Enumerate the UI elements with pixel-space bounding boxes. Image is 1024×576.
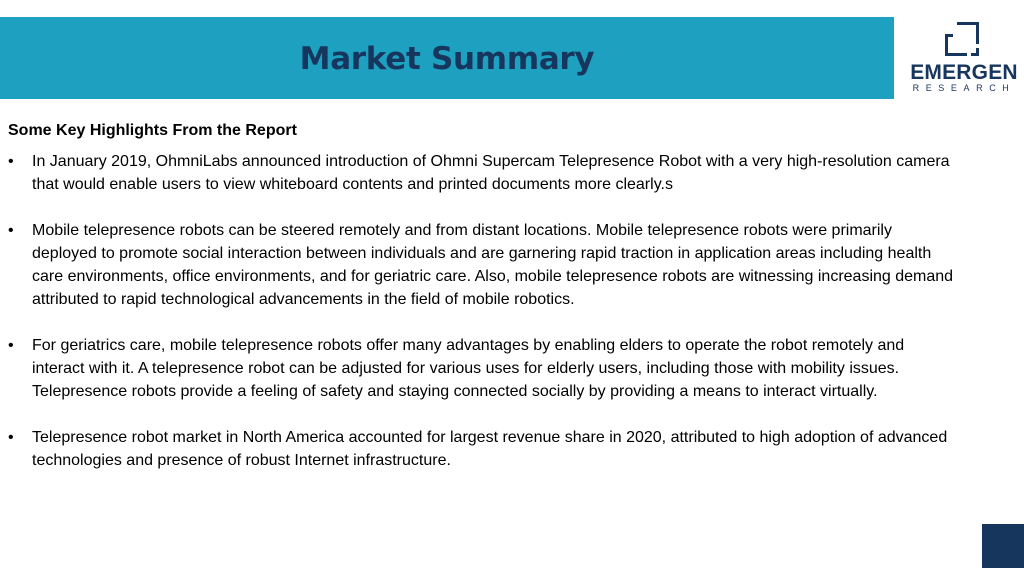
bullet-icon: • <box>8 429 14 446</box>
bullet-icon: • <box>8 222 14 239</box>
emergen-research-logo <box>900 18 1024 98</box>
list-item <box>8 334 958 403</box>
bullet-icon: • <box>8 153 14 170</box>
highlights-section <box>8 119 958 472</box>
list-item <box>8 219 958 311</box>
square-corner-logo-icon <box>945 22 979 56</box>
list-item <box>8 426 958 472</box>
section-heading: Some Key Highlights From the Report <box>8 122 297 139</box>
list-item-text: In January 2019, OhmniLabs announced introduction of Ohmni Supercam Telepresence Robot with a very high-resolution camera that would enable users to view whiteboard contents and printed documents more clearly.s <box>32 153 950 193</box>
title-banner <box>0 17 894 99</box>
logo-tagline: RESEARCH <box>912 83 1016 93</box>
list-item-text: Telepresence robot market in North America accounted for largest revenue share in 2020, attributed to high adoption of advanced technologies and presence of robust Internet infrastructure. <box>32 429 948 469</box>
list-item-text: For geriatrics care, mobile telepresence robots offer many advantages by enabling elders to operate the robot remotely and interact with it. A telepresence robot can be adjusted for various uses for elderly users, including those with mobility issues. Telepresence robots provide a feeling of safety and staying connected socially by providing a means to interact virtually. <box>32 337 905 400</box>
list-item-text: Mobile telepresence robots can be steered remotely and from distant locations. Mobile telepresence robots were primarily deployed to promote social interaction between individuals and are garnering rapid traction in application areas including health care environments, office environments, and for geriatric care. Also, mobile telepresence robots are witnessing increasing demand attributed to rapid technological advancements in the field of mobile robotics. <box>32 222 954 308</box>
logo-wordmark: EMERGEN <box>910 61 1018 84</box>
highlights-list <box>8 150 958 472</box>
corner-accent-square <box>982 524 1024 568</box>
bullet-icon: • <box>8 337 14 354</box>
page-title: Market Summary <box>299 41 595 77</box>
list-item <box>8 150 958 196</box>
